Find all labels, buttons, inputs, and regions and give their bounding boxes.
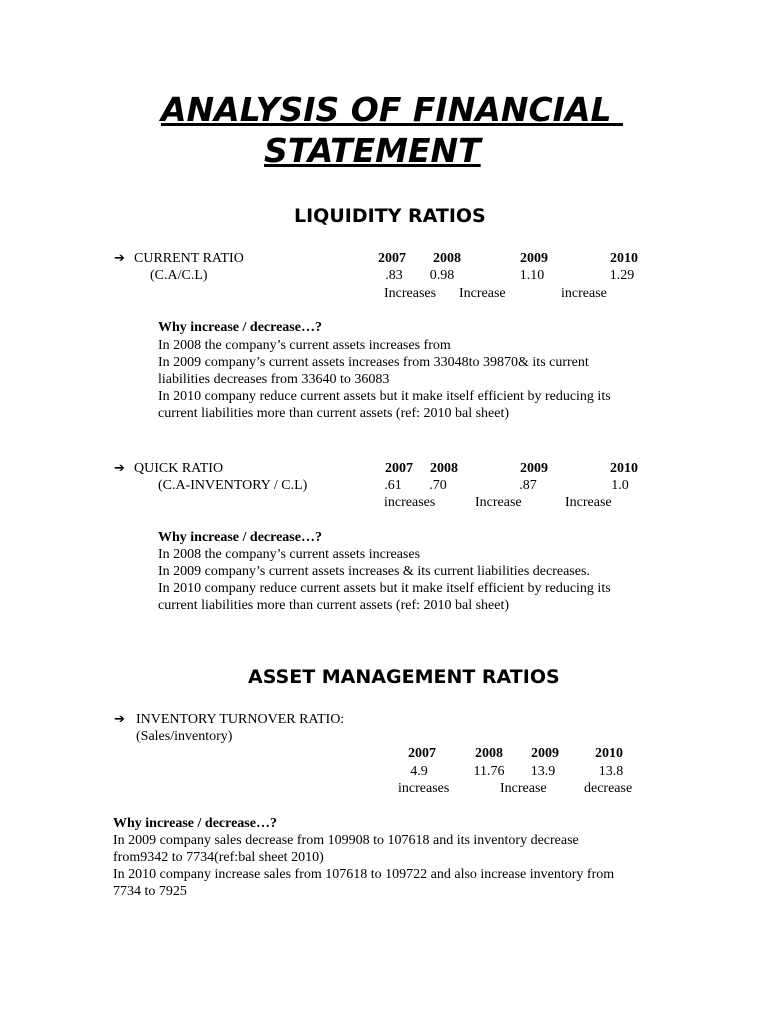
section-heading-asset-management: ASSET MANAGEMENT RATIOS — [248, 666, 560, 688]
page-title-line2: STATEMENT — [264, 131, 481, 170]
trend-label: Increase — [475, 495, 522, 510]
why-heading: Why increase / decrease…? — [158, 320, 322, 335]
ratio-value: 13.9 — [530, 764, 556, 779]
why-heading: Why increase / decrease…? — [113, 816, 277, 831]
ratio-value: .83 — [385, 268, 403, 283]
arrow-icon: ➔ — [114, 461, 125, 476]
ratio-value: 1.29 — [609, 268, 635, 283]
year-header: 2009 — [520, 461, 548, 476]
explanation-line: current liabilities more than current assets (ref: 2010 bal sheet) — [158, 406, 510, 421]
trend-label: Increase — [500, 781, 547, 796]
explanation-line: from9342 to 7734(ref:bal sheet 2010) — [113, 850, 324, 865]
explanation-line: In 2008 the company’s current assets increases from — [158, 338, 451, 353]
trend-label: Increases — [384, 286, 437, 301]
year-header: 2008 — [475, 746, 503, 761]
year-header: 2010 — [610, 461, 638, 476]
year-header: 2008 — [430, 461, 458, 476]
ratio-formula: (C.A/C.L) — [150, 268, 208, 283]
year-header: 2009 — [520, 251, 548, 266]
year-header: 2009 — [531, 746, 559, 761]
section-heading-liquidity: LIQUIDITY RATIOS — [294, 205, 486, 227]
explanation-line: In 2010 company reduce current assets but it make itself efficient by reducing its — [158, 389, 611, 404]
arrow-icon: ➔ — [114, 712, 125, 727]
ratio-name: INVENTORY TURNOVER RATIO: — [136, 712, 345, 727]
explanation-line: In 2008 the company’s current assets increases — [158, 547, 421, 562]
trend-label: increase — [561, 286, 607, 301]
explanation-line: In 2009 company’s current assets increases from 33048to 39870& its current — [158, 355, 589, 370]
trend-label: Increase — [459, 286, 506, 301]
ratio-formula: (C.A-INVENTORY / C.L) — [158, 478, 308, 493]
trend-label: decrease — [584, 781, 633, 796]
ratio-value: 1.10 — [519, 268, 545, 283]
trend-label: Increase — [565, 495, 612, 510]
ratio-value: 11.76 — [473, 764, 505, 779]
explanation-line: In 2009 company’s current assets increases & its current liabilities decreases. — [158, 564, 590, 579]
explanation-line: In 2010 company reduce current assets but it make itself efficient by reducing its — [158, 581, 611, 596]
ratio-value: 4.9 — [410, 764, 428, 779]
page-title-line1: ANALYSIS OF FINANCIAL — [161, 90, 612, 129]
trend-label: increases — [384, 495, 436, 510]
year-header: 2010 — [610, 251, 638, 266]
explanation-line: liabilities decreases from 33640 to 36083 — [158, 372, 390, 387]
year-header: 2007 — [385, 461, 413, 476]
explanation-line: current liabilities more than current assets (ref: 2010 bal sheet) — [158, 598, 510, 613]
explanation-line: 7734 to 7925 — [113, 884, 187, 899]
explanation-line: In 2010 company increase sales from 107618 to 109722 and also increase inventory from — [113, 867, 615, 882]
ratio-formula: (Sales/inventory) — [136, 729, 233, 744]
explanation-line: In 2009 company sales decrease from 109908 to 107618 and its inventory decrease — [113, 833, 579, 848]
ratio-value: .87 — [519, 478, 537, 493]
trend-label: increases — [398, 781, 450, 796]
ratio-name: CURRENT RATIO — [134, 251, 244, 266]
ratio-value: 0.98 — [429, 268, 455, 283]
year-header: 2007 — [408, 746, 436, 761]
ratio-value: .61 — [384, 478, 402, 493]
year-header: 2008 — [433, 251, 461, 266]
ratio-name: QUICK RATIO — [134, 461, 224, 476]
year-header: 2007 — [378, 251, 406, 266]
why-heading: Why increase / decrease…? — [158, 530, 322, 545]
ratio-value: .70 — [429, 478, 447, 493]
ratio-value: 13.8 — [598, 764, 624, 779]
year-header: 2010 — [595, 746, 623, 761]
arrow-icon: ➔ — [114, 251, 125, 266]
ratio-value: 1.0 — [611, 478, 629, 493]
